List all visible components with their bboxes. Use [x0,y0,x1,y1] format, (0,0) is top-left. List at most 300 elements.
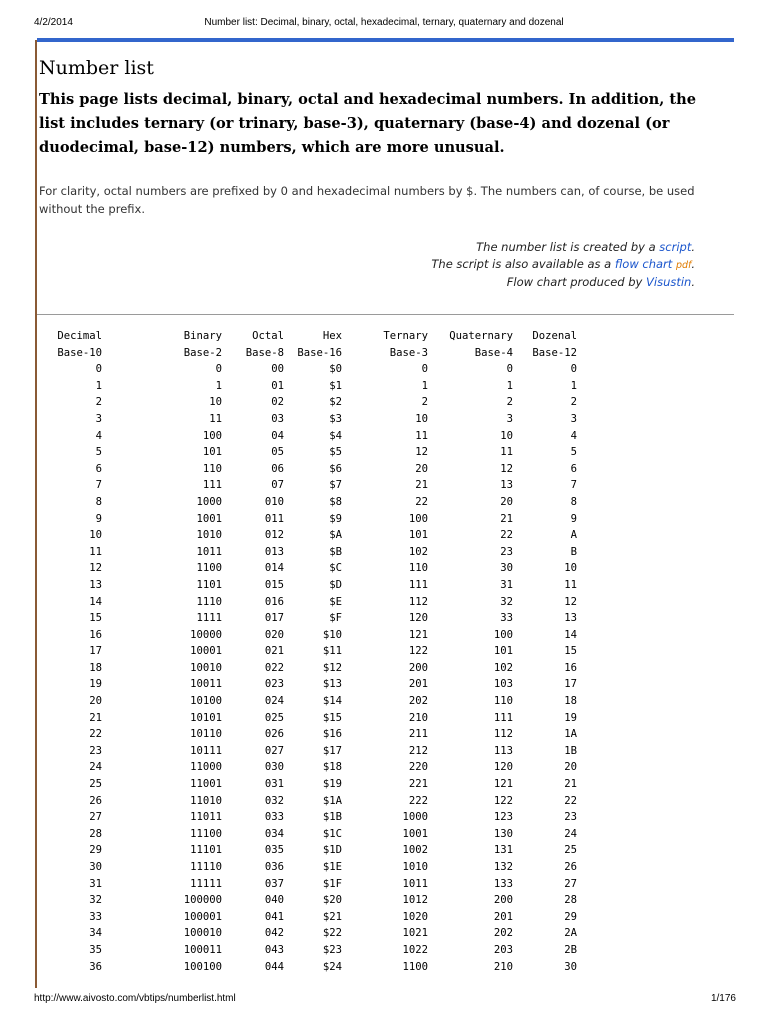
table-cell: 6 [95,462,102,475]
table-cell: 122 [493,794,513,807]
table-cell: 7 [95,479,102,492]
table-cell: 17 [89,645,102,658]
table-cell: $1 [329,379,342,392]
table-row [44,726,577,743]
credit-line-script [431,239,695,256]
table-cell: 210 [408,711,428,724]
table-cell: 130 [493,827,513,840]
table-cell: 017 [264,612,284,625]
table-cell: 21 [415,479,428,492]
table-cell: 24 [564,827,577,840]
table-cell: 1022 [402,943,428,956]
table-row [44,394,577,411]
credit-line-visustin [431,274,695,291]
column-header: Base-3 [389,346,428,359]
table-row [44,859,577,876]
column-header: Hex [322,330,342,342]
print-date: 4/2/2014 [34,17,73,28]
table-cell: 7 [570,479,577,492]
table-row [44,876,577,893]
table-cell: 101 [202,446,222,459]
table-cell: 8 [570,495,577,508]
table-cell: 1 [421,379,428,392]
table-cell: $2 [329,396,342,409]
intro-paragraph: This page lists decimal, binary, octal and hexadecimal numbers. In addition, the list includes ternary (or trinary, base-3), quaternary (base-4) and dozenal (or duodecimal, base-12) numbers, which are more unusual. [39,91,697,156]
table-row [44,594,577,611]
table-row [44,942,577,959]
table-cell: 032 [264,794,284,807]
table-cell: 20 [500,495,513,508]
table-cell: $1E [322,861,342,873]
table-cell: 3 [95,412,102,425]
table-cell: 111 [202,479,222,492]
table-cell: 11 [209,412,222,425]
table-cell: 15 [89,612,102,625]
table-cell: 33 [500,612,513,625]
table-cell: 1021 [402,927,428,940]
table-cell: $15 [322,711,342,724]
table-row [44,826,577,843]
header-row [44,345,577,362]
table-cell: 11111 [190,877,222,890]
table-cell: 22 [89,728,102,741]
left-border-rule [35,40,37,988]
table-row [44,842,577,859]
table-cell: 3 [570,412,577,425]
table-cell: 22 [415,495,428,508]
table-cell: 123 [493,811,513,824]
credit-text: Flow chart produced by [506,275,647,289]
table-cell: 04 [271,429,284,442]
credit-punct: . [691,240,695,254]
column-header: Base-2 [183,346,222,359]
table-row [44,660,577,677]
table-cell: 6 [570,462,577,475]
table-cell: 1000 [196,495,222,508]
table-cell: 19 [564,711,577,724]
table-cell: 02 [271,396,284,409]
table-cell: 11011 [190,811,222,824]
table-cell: 10 [564,562,577,575]
table-cell: 25 [564,844,577,857]
table-cell: 13 [564,612,577,625]
table-cell: $24 [322,960,342,973]
credit-text: The number list is created by a [476,240,660,254]
table-cell: $20 [322,894,342,907]
table-cell: $F [329,612,342,625]
table-cell: 1101 [196,578,222,591]
table-cell: 102 [493,661,513,674]
table-cell: 12 [564,595,577,608]
table-cell: 110 [202,462,222,475]
table-cell: 10100 [190,695,222,708]
table-cell: 31 [89,877,102,890]
table-cell: 10101 [190,711,222,724]
table-cell: 1001 [402,827,428,840]
table-cell: 1010 [402,861,428,873]
table-cell: 10 [89,529,102,542]
table-cell: 13 [89,578,102,591]
table-row [44,411,577,428]
visustin-link[interactable]: Visustin [646,275,692,289]
table-cell: 100011 [183,943,222,956]
table-cell: $1C [322,827,342,840]
table-cell: 201 [408,678,428,691]
table-cell: 121 [493,778,513,791]
table-cell: 1111 [196,612,222,625]
table-cell: 221 [408,778,428,791]
table-cell: 2 [506,396,513,409]
table-cell: 1020 [402,910,428,923]
column-header: Binary [183,330,222,342]
table-cell: 12 [500,462,513,475]
table-row [44,461,577,478]
pdf-link[interactable]: pdf [675,260,692,271]
table-cell: 10010 [190,661,222,674]
top-accent-bar [37,38,734,42]
table-cell: 35 [89,943,102,956]
table-cell: 1011 [196,545,222,558]
table-row [44,610,577,627]
table-cell: 4 [570,429,577,442]
table-cell: 202 [493,927,513,940]
table-cell: $6 [329,462,342,475]
table-cell: 120 [408,612,428,625]
table-cell: 5 [570,446,577,459]
table-cell: 121 [408,628,428,641]
table-cell: 20 [89,695,102,708]
table-cell: 041 [264,910,284,923]
table-cell: 12 [415,446,428,459]
table-cell: 11110 [190,861,222,873]
table-cell: 10111 [190,744,222,757]
credit-punct: . [691,275,695,289]
table-cell: 2A [564,927,577,940]
table-cell: 100100 [183,960,222,973]
table-cell: 1110 [196,595,222,608]
credit-text: The script is also available as a [431,257,615,271]
table-cell: 25 [89,778,102,791]
table-cell: 18 [564,695,577,708]
table-cell: 8 [95,495,102,508]
table-cell: 1010 [196,529,222,542]
table-cell: 220 [408,761,428,774]
table-cell: 044 [264,960,284,973]
table-cell: 16 [89,628,102,641]
table-body [44,361,577,975]
table-row [44,759,577,776]
table-cell: 212 [408,744,428,757]
table-row [44,959,577,976]
table-cell: 05 [271,446,284,459]
table-cell: $23 [322,943,342,956]
table-cell: 131 [493,844,513,857]
table-cell: 19 [89,678,102,691]
table-cell: 030 [264,761,284,774]
table-cell: 011 [264,512,284,525]
table-cell: 27 [89,811,102,824]
table-cell: 122 [408,645,428,658]
table-cell: 5 [95,446,102,459]
table-cell: 00 [271,363,284,376]
print-page-number: 1/176 [710,993,736,1004]
table-cell: 026 [264,728,284,741]
table-cell: 1012 [402,894,428,907]
table-cell: 20 [415,462,428,475]
table-cell: 020 [264,628,284,641]
table-cell: $16 [322,728,342,741]
table-cell: 2 [421,396,428,409]
table-cell: 100000 [183,894,222,907]
table-cell: 025 [264,711,284,724]
clarity-note: For clarity, octal numbers are prefixed by 0 and hexadecimal numbers by $. The numbers can, of course, be used without the prefix. [39,184,695,216]
table-cell: 21 [89,711,102,724]
table-cell: $1F [322,877,342,890]
table-row [44,693,577,710]
table-cell: 10001 [190,645,222,658]
table-cell: $A [329,529,342,542]
table-cell: 040 [264,894,284,907]
table-cell: 100 [493,628,513,641]
table-cell: 28 [564,894,577,907]
table-cell: 13 [500,479,513,492]
column-header: Decimal [57,330,102,342]
table-cell: 11101 [190,844,222,857]
table-cell: 111 [493,711,513,724]
table-cell: 10011 [190,678,222,691]
section-divider [37,314,734,315]
column-header: Quaternary [449,330,513,342]
table-row [44,909,577,926]
table-cell: 32 [500,595,513,608]
table-cell: 10110 [190,728,222,741]
column-header: Base-12 [532,346,577,359]
table-cell: $10 [322,628,342,641]
table-cell: 36 [89,960,102,973]
table-cell: 015 [264,578,284,591]
table-cell: 132 [493,861,513,873]
table-row [44,527,577,544]
table-cell: $D [329,578,342,591]
table-cell: 2B [564,943,577,956]
table-cell: 11 [415,429,428,442]
table-cell: 11 [89,545,102,558]
table-cell: 29 [564,910,577,923]
print-url: http://www.aivosto.com/vbtips/numberlist.html [34,993,236,1004]
column-header: Dozenal [532,330,577,342]
table-cell: 027 [264,744,284,757]
table-cell: $8 [329,495,342,508]
table-row [44,776,577,793]
table-cell: 037 [264,877,284,890]
table-cell: 042 [264,927,284,940]
table-cell: $7 [329,479,342,492]
table-cell: 100010 [183,927,222,940]
table-cell: 016 [264,595,284,608]
table-cell: 11 [500,446,513,459]
table-row [44,809,577,826]
table-cell: $4 [329,429,342,442]
table-cell: $13 [322,678,342,691]
header-row [44,328,577,345]
column-header: Octal [252,330,284,342]
table-cell: $19 [322,778,342,791]
table-cell: 30 [564,960,577,973]
table-cell: 203 [493,943,513,956]
print-footer [0,993,768,1007]
table-row [44,577,577,594]
table-cell: 14 [89,595,102,608]
table-cell: $1D [322,844,342,857]
table-cell: 1 [95,379,102,392]
table-cell: 021 [264,645,284,658]
table-cell: 110 [408,562,428,575]
table-row [44,477,577,494]
table-cell: 1001 [196,512,222,525]
print-header [0,17,768,31]
table-cell: 22 [564,794,577,807]
table-cell: 035 [264,844,284,857]
table-cell: 10 [209,396,222,409]
table-cell: 113 [493,744,513,757]
table-cell: 01 [271,379,284,392]
table-cell: $18 [322,761,342,774]
table-cell: 0 [421,363,428,376]
table-cell: $12 [322,661,342,674]
table-cell: 1 [215,379,222,392]
number-table [44,328,577,975]
script-link[interactable]: script [659,240,692,254]
table-cell: 202 [408,695,428,708]
table-row [44,710,577,727]
table-cell: 033 [264,811,284,824]
table-cell: $14 [322,695,342,708]
table-cell: 11100 [190,827,222,840]
table-cell: 30 [89,861,102,873]
table-cell: 034 [264,827,284,840]
table-cell: B [570,545,577,558]
table-cell: 1 [506,379,513,392]
table-cell: 110 [493,695,513,708]
table-cell: 101 [493,645,513,658]
table-cell: 20 [564,761,577,774]
table-cell: 200 [408,661,428,674]
table-cell: 32 [89,894,102,907]
flow-chart-link[interactable]: flow chart [614,257,673,271]
table-cell: 31 [500,578,513,591]
table-header [44,328,577,361]
table-cell: 023 [264,678,284,691]
table-cell: 23 [89,744,102,757]
table-cell: 101 [408,529,428,542]
table-row [44,676,577,693]
table-cell: $1A [322,794,342,807]
table-cell: 4 [95,429,102,442]
table-cell: 211 [408,728,428,741]
print-title: Number list: Decimal, binary, octal, hexadecimal, ternary, quaternary and dozenal [204,17,564,28]
table-cell: 03 [271,412,284,425]
table-cell: 11 [564,578,577,591]
table-cell: 112 [408,595,428,608]
table-cell: $1B [322,811,342,824]
table-cell: 103 [493,678,513,691]
table-cell: 1100 [402,960,428,973]
table-cell: $22 [322,927,342,940]
table-cell: 21 [500,512,513,525]
table-cell: 21 [564,778,577,791]
page-title: Number list [39,56,154,79]
table-row [44,444,577,461]
column-header: Base-10 [57,346,102,359]
table-row [44,892,577,909]
table-cell: 036 [264,861,284,873]
table-cell: 1A [564,728,577,741]
table-cell: 210 [493,960,513,973]
table-cell: 1011 [402,877,428,890]
table-cell: 1000 [402,811,428,824]
table-cell: 014 [264,562,284,575]
table-cell: 26 [89,794,102,807]
table-row [44,627,577,644]
table-row [44,793,577,810]
table-row [44,643,577,660]
table-row [44,544,577,561]
table-cell: 010 [264,495,284,508]
table-cell: 0 [570,363,577,376]
table-cell: 201 [493,910,513,923]
table-cell: A [570,529,577,542]
table-cell: $17 [322,744,342,757]
table-cell: 11001 [190,778,222,791]
table-cell: 100 [408,512,428,525]
table-row [44,743,577,760]
table-cell: 07 [271,479,284,492]
table-cell: 24 [89,761,102,774]
table-cell: 17 [564,678,577,691]
table-cell: 022 [264,661,284,674]
table-cell: 10 [500,429,513,442]
table-row [44,428,577,445]
table-cell: $3 [329,412,342,425]
table-cell: 06 [271,462,284,475]
table-cell: 18 [89,661,102,674]
table-cell: 111 [408,578,428,591]
table-cell: 031 [264,778,284,791]
table-cell: 0 [215,363,222,376]
table-cell: 10 [415,412,428,425]
table-cell: $C [329,562,342,575]
table-row [44,378,577,395]
table-cell: 0 [95,363,102,376]
column-header: Base-8 [245,346,284,359]
table-cell: 024 [264,695,284,708]
table-cell: 34 [89,927,102,940]
table-cell: 1100 [196,562,222,575]
table-cell: $E [329,595,342,608]
column-header: Ternary [383,330,428,342]
table-cell: 9 [570,512,577,525]
table-cell: $5 [329,446,342,459]
table-cell: 112 [493,728,513,741]
credit-punct: . [691,257,695,271]
table-cell: 120 [493,761,513,774]
table-cell: 1 [570,379,577,392]
table-cell: 3 [506,412,513,425]
table-cell: 012 [264,529,284,542]
table-cell: $B [329,545,342,558]
table-cell: 10000 [190,628,222,641]
table-row [44,511,577,528]
